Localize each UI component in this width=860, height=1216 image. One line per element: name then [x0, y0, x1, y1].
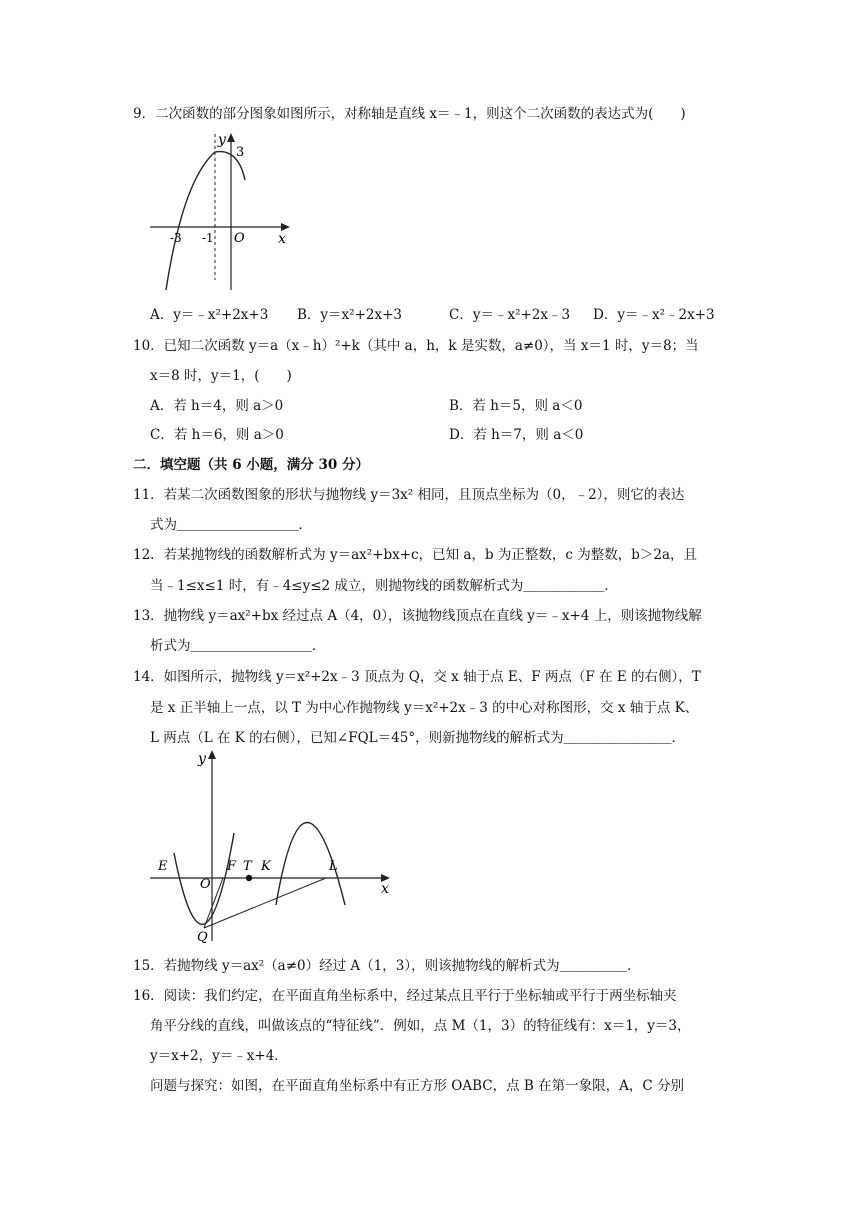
q9-x-arrow: [281, 223, 290, 231]
q14-label-l: L: [329, 859, 338, 874]
q14-line-3: L 两点（L 在 K 的右侧），已知∠FQL＝45°，则新抛物线的解析式为＿＿＿＿＿＿＿＿．: [150, 730, 686, 746]
q14-label-k: K: [261, 859, 271, 874]
q9-graph: [148, 130, 298, 295]
q14-label-x: x: [381, 881, 389, 897]
q10-line-1: 10．已知二次函数 y＝a（x﹣h）²+k（其中 a，h，k 是实数，a≠0），当 x＝1 时，y＝8；当: [133, 338, 699, 354]
q14-label-e: E: [158, 859, 168, 874]
q9-option-c: C．y＝﹣x²+2x﹣3: [449, 307, 571, 323]
q9-parabola: [166, 152, 245, 290]
q14-label-f: F: [227, 859, 237, 874]
q14-label-o: O: [200, 877, 211, 892]
q9-label-neg3: -3: [170, 231, 182, 245]
q9-label-x: x: [278, 231, 286, 247]
q14-line-2: 是 x 正半轴上一点，以 T 为中心作抛物线 y＝x²+2x﹣3 的中心对称图形，交 x 轴于点 K、: [150, 700, 699, 716]
q10-option-d: D．若 h＝7，则 a＜0: [449, 427, 584, 443]
q14-label-y: y: [198, 751, 206, 767]
q9-label-neg1: -1: [202, 231, 214, 245]
q9-stem: 9．二次函数的部分图象如图所示，对称轴是直线 x＝﹣1，则这个二次函数的表达式为( ): [133, 106, 686, 122]
q14-line-1: 14．如图所示，抛物线 y＝x²+2x﹣3 顶点为 Q，交 x 轴于点 E、F 两点（F 在 E 的右侧），T: [133, 669, 701, 685]
q9-option-d: D．y＝﹣x²﹣2x+3: [593, 307, 715, 323]
q9-label-3: 3: [236, 145, 245, 160]
q16-line-4: 问题与探究：如图，在平面直角坐标系中有正方形 OABC，点 B 在第一象限，A，C 分别: [150, 1078, 684, 1094]
q13-line-2: 析式为＿＿＿＿＿＿＿＿＿．: [150, 638, 326, 654]
q15-line-1: 15．若抛物线 y＝ax²（a≠0）经过 A（1，3），则该抛物线的解析式为＿＿＿＿＿．: [133, 958, 641, 974]
q9-label-origin: O: [234, 231, 245, 246]
q16-line-2: 角平分线的直线，叫做该点的“特征线”．例如，点 M（1，3）的特征线有：x＝1，y＝3，: [150, 1018, 691, 1034]
q9-y-arrow: [227, 133, 235, 142]
q16-line-3: y＝x+2，y＝﹣x+4．: [150, 1048, 288, 1064]
q10-line-2: x＝8 时，y＝1，( ): [150, 368, 292, 384]
q11-line-1: 11．若某二次函数图象的形状与抛物线 y＝3x² 相同，且顶点坐标为（0，﹣2），则它的表达: [133, 487, 685, 503]
q16-line-1: 16．阅读：我们约定，在平面直角坐标系中，经过某点且平行于坐标轴或平行于两坐标轴夹: [133, 988, 677, 1004]
q9-option-a: A．y＝﹣x²+2x+3: [150, 307, 269, 323]
q14-y-arrow: [208, 750, 216, 759]
q12-line-1: 12．若某抛物线的函数解析式为 y＝ax²+bx+c，已知 a，b 为正整数，c 为整数，b＞2a，且: [133, 547, 698, 563]
q12-line-2: 当﹣1≤x≤1 时，有﹣4≤y≤2 成立，则抛物线的函数解析式为＿＿＿＿＿＿．: [150, 578, 618, 594]
q10-option-b: B．若 h＝5，则 a＜0: [449, 398, 583, 414]
q9-option-b: B．y＝x²+2x+3: [297, 307, 402, 323]
q9-label-y: y: [218, 132, 226, 148]
section-heading: 二．填空题（共 6 小题，满分 30 分）: [133, 457, 369, 473]
q10-option-a: A．若 h＝4，则 a＞0: [150, 398, 284, 414]
q14-label-t: T: [243, 859, 252, 874]
q14-graph: [148, 745, 398, 945]
q11-line-2: 式为＿＿＿＿＿＿＿＿＿．: [150, 517, 312, 533]
q14-point-t: [246, 875, 252, 881]
q13-line-1: 13．抛物线 y＝ax²+bx 经过点 A（4，0），该抛物线顶点在直线 y＝﹣x+4 上，则该抛物线解: [133, 608, 702, 624]
q10-option-c: C．若 h＝6，则 a＞0: [150, 427, 284, 443]
q14-label-q: Q: [197, 930, 208, 945]
